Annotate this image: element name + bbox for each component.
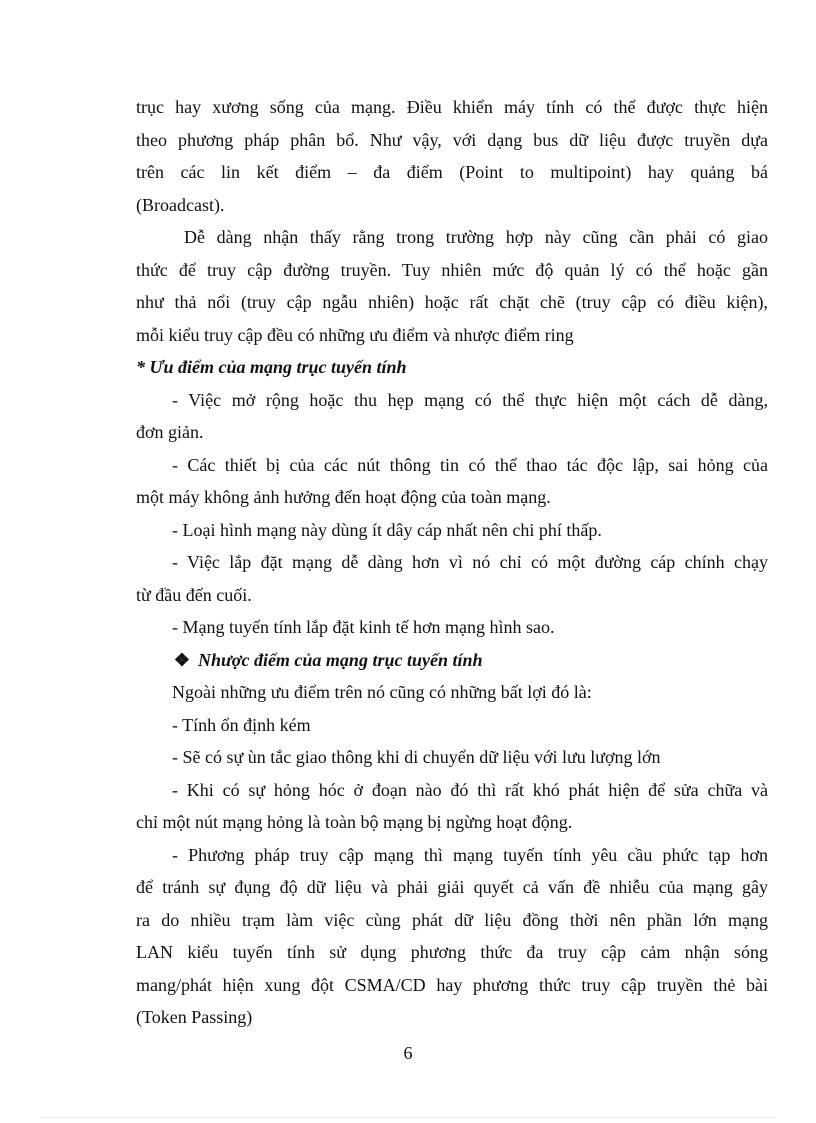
advantage-item: - Các thiết bị của các nút thông tin có thể thao tác độc lập, sai hỏng của bbox=[172, 454, 768, 475]
disadvantage-item: - Khi có sự hỏng hóc ở đoạn nào đó thì rất khó phát hiện để sửa chữa và bbox=[172, 779, 768, 800]
text-line: theo phương pháp phân bổ. Như vậy, với dạng bus dữ liệu được truyền dựa bbox=[136, 129, 768, 150]
disadvantage-item-continuation: để tránh sự đụng độ dữ liệu và phải giải quyết cả vấn đề nhiễu của mạng gây bbox=[136, 877, 768, 897]
disadvantage-item-continuation: chỉ một nút mạng hỏng là toàn bộ mạng bị ngừng hoạt động. bbox=[136, 812, 573, 832]
advantages-heading: * Ưu điểm của mạng trục tuyến tính bbox=[136, 357, 407, 377]
text-line: thức để truy cập đường truyền. Tuy nhiên mức độ quản lý có thể hoặc gần bbox=[136, 259, 768, 280]
text-line: trên các lin kết điểm – đa điểm (Point to multipoint) hay quảng bá bbox=[136, 162, 768, 182]
body-text bbox=[136, 91, 768, 1034]
disadvantage-item-continuation: ra do nhiều trạm làm việc cùng phát dữ liệu đồng thời nên phần lớn mạng bbox=[136, 909, 768, 930]
text-line: mỗi kiểu truy cập đều có những ưu điểm và nhược điểm ring bbox=[136, 324, 574, 345]
text-line: như thả nổi (truy cập ngẫu nhiên) hoặc rất chặt chẽ (truy cập có điều kiện), bbox=[136, 292, 768, 312]
advantages-section bbox=[136, 351, 768, 644]
disadvantage-item: - Tính ổn định kém bbox=[172, 714, 311, 735]
advantage-item: - Mạng tuyến tính lắp đặt kinh tế hơn mạng hình sao. bbox=[172, 617, 555, 637]
advantage-item: - Việc lắp đặt mạng dễ dàng hơn vì nó chỉ có một đường cáp chính chạy bbox=[172, 552, 768, 572]
text-line: trục hay xương sống của mạng. Điều khiển máy tính có thể được thực hiện bbox=[136, 97, 768, 117]
disadvantages-heading: Nhược điểm của mạng trục tuyến tính bbox=[198, 649, 483, 670]
disadvantage-item: - Sẽ có sự ùn tắc giao thông khi di chuyển dữ liệu với lưu lượng lớn bbox=[172, 747, 661, 767]
diamond-bullet-icon: ❖ bbox=[173, 649, 191, 670]
advantage-item: - Loại hình mạng này dùng ít dây cáp nhất nên chi phí thấp. bbox=[172, 519, 602, 540]
page-number: 6 bbox=[403, 1043, 413, 1063]
advantage-item-continuation: từ đầu đến cuối. bbox=[136, 584, 252, 605]
disadvantage-item-continuation: (Token Passing) bbox=[136, 1007, 253, 1027]
disadvantage-item: - Phương pháp truy cập mạng thì mạng tuyến tính yêu cầu phức tạp hơn bbox=[172, 844, 768, 865]
paragraph-bus-description bbox=[136, 91, 768, 221]
advantage-item-continuation: đơn giản. bbox=[136, 422, 204, 442]
advantage-item: - Việc mở rộng hoặc thu hẹp mạng có thể thực hiện một cách dễ dàng, bbox=[172, 389, 768, 410]
text-line: Dễ dàng nhận thấy rằng trong trường hợp này cũng cần phải có giao bbox=[184, 227, 768, 247]
disadvantages-intro: Ngoài những ưu điểm trên nó cũng có những bất lợi đó là: bbox=[172, 682, 592, 702]
disadvantage-item-continuation: LAN kiểu tuyến tính sử dụng phương thức đa truy cập cảm nhận sóng bbox=[136, 942, 768, 962]
paragraph-access-protocol bbox=[136, 221, 768, 351]
text-line: (Broadcast). bbox=[136, 194, 225, 215]
disadvantage-item-continuation: mang/phát hiện xung đột CSMA/CD hay phương thức truy cập truyền thẻ bài bbox=[136, 974, 768, 995]
page-bottom-divider bbox=[40, 1117, 776, 1118]
disadvantages-heading-row bbox=[136, 644, 768, 677]
advantage-item-continuation: một máy không ảnh hưởng đến hoạt động của toàn mạng. bbox=[136, 487, 551, 507]
disadvantages-section bbox=[136, 644, 768, 1034]
